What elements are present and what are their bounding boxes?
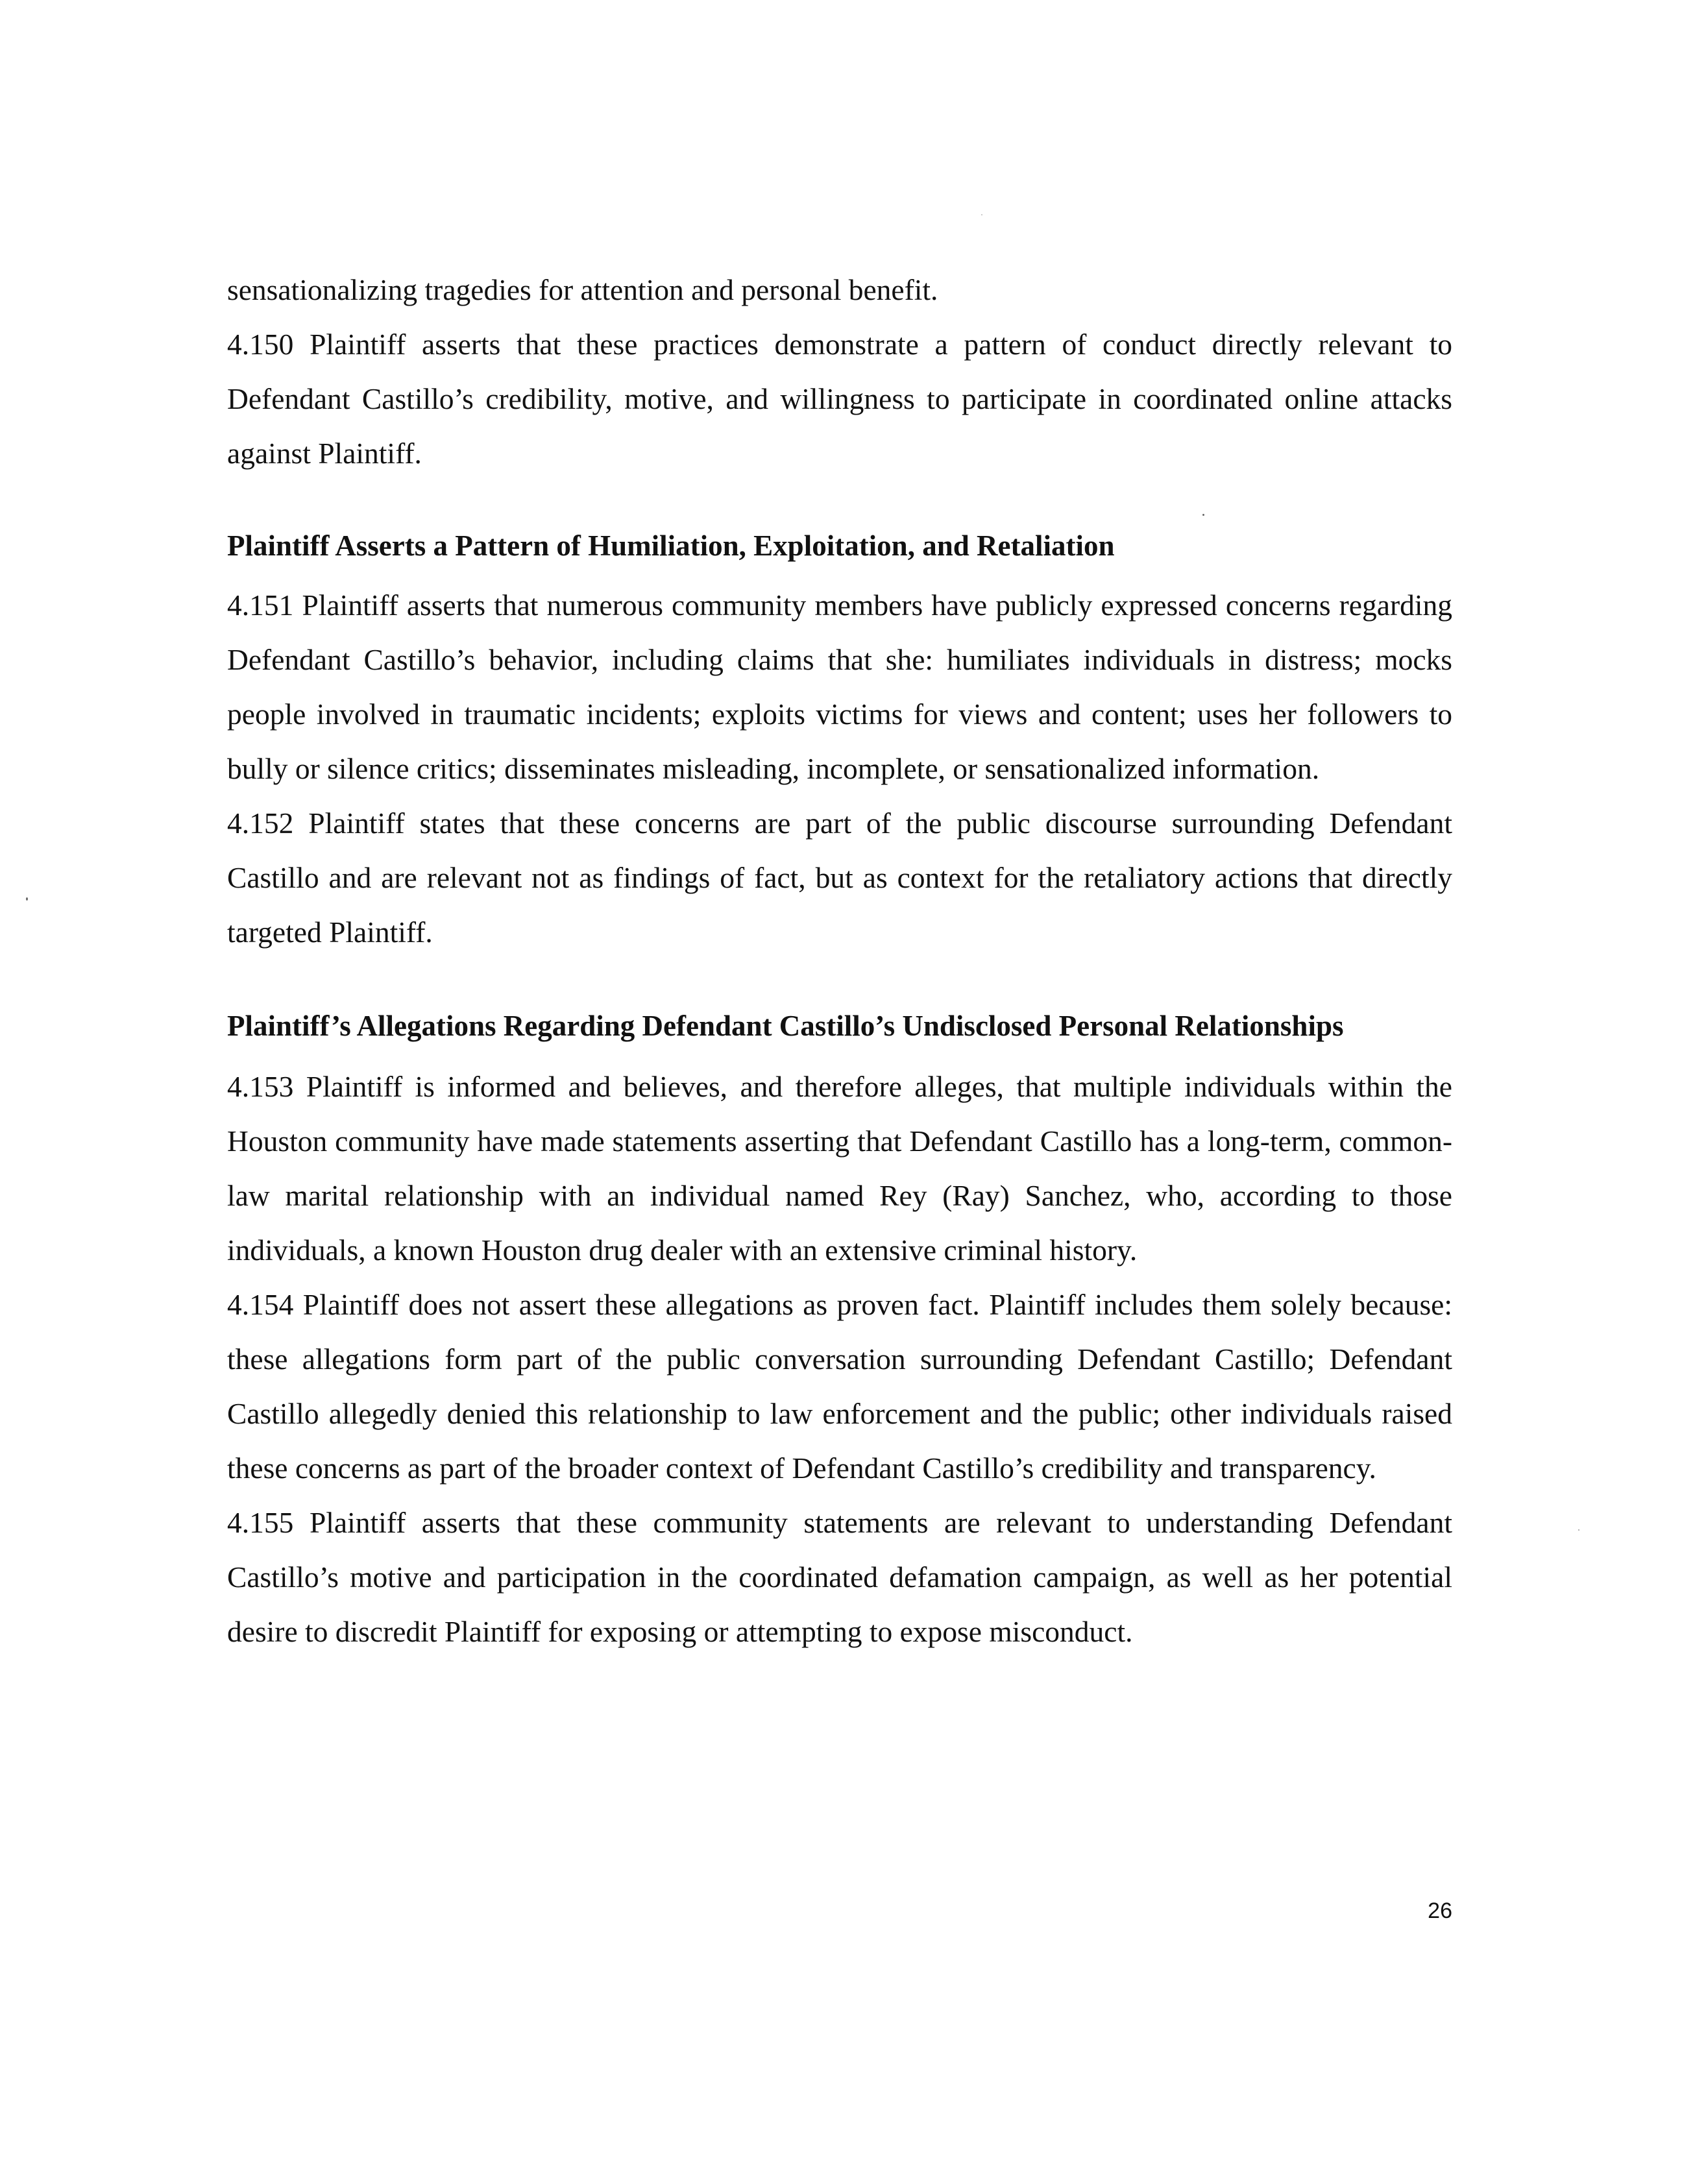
- paragraph-4-152: 4.152 Plaintiff states that these concerns are part of the public discourse surrounding Defendant Castillo and are relevant not as findings of fact, but as context for the retaliatory actions that directly targeted Plaintiff.: [227, 807, 1452, 949]
- scan-speck: [1578, 1529, 1579, 1531]
- page-number: 26: [1428, 1899, 1452, 1923]
- section-heading-undisclosed-relationships: Plaintiff’s Allegations Regarding Defendant Castillo’s Undisclosed Personal Relationships: [227, 1010, 1344, 1042]
- document-body: [227, 263, 1452, 1659]
- scan-speck: [981, 214, 982, 215]
- paragraph-4-151: 4.151 Plaintiff asserts that numerous community members have publicly expressed concerns regarding Defendant Castillo’s behavior, including claims that she: humiliates individuals in distress; mocks people involved in traumatic incidents; exploits victims for views and content; uses her followers to bully or silence critics; disseminates misleading, incomplete, or sensationalized information.: [227, 588, 1452, 785]
- paragraph-4-154: 4.154 Plaintiff does not assert these allegations as proven fact. Plaintiff includes them solely because: these allegations form part of the public conversation surrounding Defendant Castillo; Defendant Castillo allegedly denied this relationship to law enforcement and the public; other individuals raised these concerns as part of the broader context of Defendant Castillo’s credibility and transparency.: [227, 1288, 1452, 1485]
- paragraph-4-153: 4.153 Plaintiff is informed and believes, and therefore alleges, that multiple individuals within the Houston community have made statements asserting that Defendant Castillo has a long-term, common-law marital relationship with an individual named Rey (Ray) Sanchez, who, according to those individuals, a known Houston drug dealer with an extensive criminal history.: [227, 1070, 1452, 1267]
- scan-speck: [26, 897, 28, 901]
- scan-speck: [1202, 514, 1204, 516]
- paragraph-continuation: sensationalizing tragedies for attention and personal benefit.: [227, 273, 938, 306]
- paragraph-4-155: 4.155 Plaintiff asserts that these community statements are relevant to understanding Defendant Castillo’s motive and participation in the coordinated defamation campaign, as well as her potential desire to discredit Plaintiff for exposing or attempting to expose misconduct.: [227, 1506, 1452, 1648]
- section-heading-pattern-of-humiliation: Plaintiff Asserts a Pattern of Humiliation, Exploitation, and Retaliation: [227, 529, 1115, 562]
- paragraph-4-150: 4.150 Plaintiff asserts that these practices demonstrate a pattern of conduct directly relevant to Defendant Castillo’s credibility, motive, and willingness to participate in coordinated online attacks against Plaintiff.: [227, 328, 1452, 470]
